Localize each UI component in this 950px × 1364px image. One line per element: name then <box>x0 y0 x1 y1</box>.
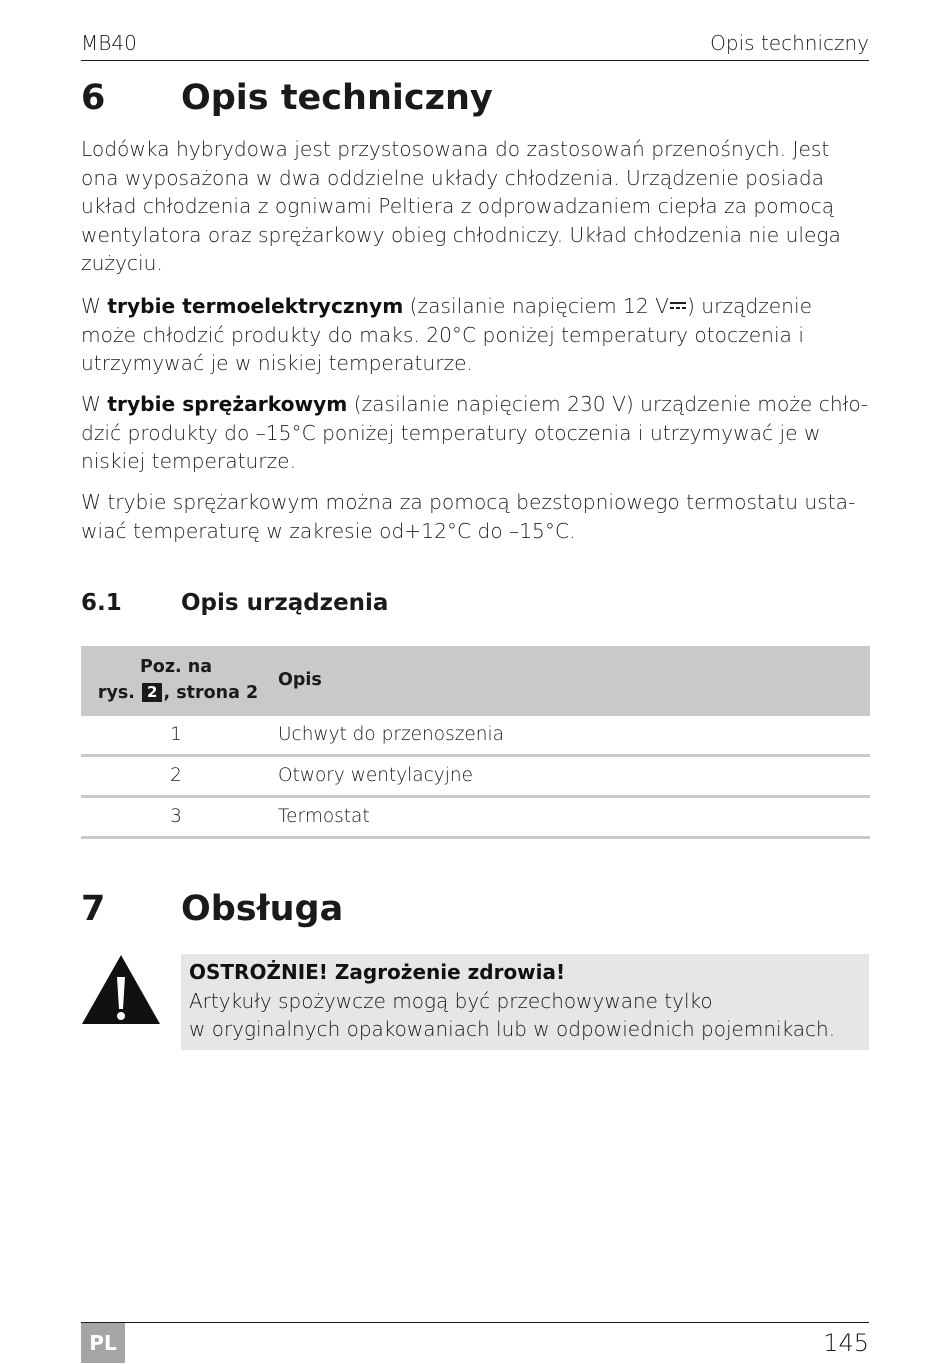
section-number: 7 <box>81 889 106 929</box>
thermostat-paragraph: W trybie sprężarkowym można za pomocą bezstopniowego termostatu ustawiać temperaturę w zakresie od+12°C do –15°C. <box>81 490 856 543</box>
language-badge: PL <box>81 1323 125 1363</box>
caution-text-line: w oryginalnych opakowaniach lub w odpowiednich pojemnikach. <box>189 1017 836 1041</box>
caution-text-line: Artykuły spożywcze mogą być przechowywane tylko <box>189 988 713 1013</box>
intro-paragraph: Lodówka hybrydowa jest przystosowana do zastosowań przenośnych. Jest ona wyposażona w dwa oddzielne układy chłodzenia. Urządzenie posiada układ chłodzenia z ogniwami Peltiera z odprowadzaniem ciepła za pomocą wentylatora oraz sprężarkowy obieg chłodniczy. Układ chłodzenia nie ulega zużyciu. <box>81 137 841 275</box>
device-description-table <box>81 646 870 839</box>
footer-divider <box>81 1322 869 1323</box>
row-description: Uchwyt do przenoszenia <box>278 724 505 745</box>
page-number: 145 <box>823 1329 869 1357</box>
section-title: Obsługa <box>181 889 344 929</box>
row-description: Termostat <box>278 806 370 827</box>
compressor-paragraph: W trybie sprężarkowym (zasilanie napięciem 230 V) urządzenie może chłodzić produkty do –15°C poniżej temperatury otoczenia i utrzymywać je w niskiej temperaturze. <box>81 392 869 473</box>
subsection-title: Opis urządzenia <box>181 590 389 616</box>
row-position: 2 <box>170 765 182 786</box>
section-title: Opis techniczny <box>181 78 493 118</box>
thermoelectric-paragraph: W trybie termoelektrycznym (zasilanie napięciem 12 V ) urządzenie może chłodzić produkty do maks. 20°C poniżej temperatury otoczenia i utrzymywać je w niskiej temperaturze. <box>81 294 812 375</box>
dc-symbol-icon <box>670 302 686 310</box>
caution-box <box>181 954 869 1050</box>
bold-term: trybie sprężarkowym <box>107 392 348 416</box>
table-row <box>81 716 870 757</box>
subsection-number: 6.1 <box>81 590 122 616</box>
header-section-title: Opis techniczny <box>710 31 869 55</box>
warning-triangle-icon <box>81 953 161 1025</box>
bold-term: trybie termoelektrycznym <box>107 294 404 318</box>
caution-title: OSTROŻNIE! Zagrożenie zdrowia! <box>189 960 566 984</box>
page-header <box>81 30 869 61</box>
table-row <box>81 798 870 839</box>
table-header <box>81 646 870 716</box>
position-column-header: Poz. na rys. 2 , strona 2 <box>97 657 259 703</box>
row-position: 1 <box>170 724 182 745</box>
description-column-header: Opis <box>278 670 322 690</box>
table-row <box>81 757 870 798</box>
row-description: Otwory wentylacyjne <box>278 765 473 786</box>
row-position: 3 <box>170 806 182 827</box>
section-number: 6 <box>81 78 106 118</box>
figure-reference-badge: 2 <box>142 683 162 702</box>
header-model: MB40 <box>81 31 137 55</box>
